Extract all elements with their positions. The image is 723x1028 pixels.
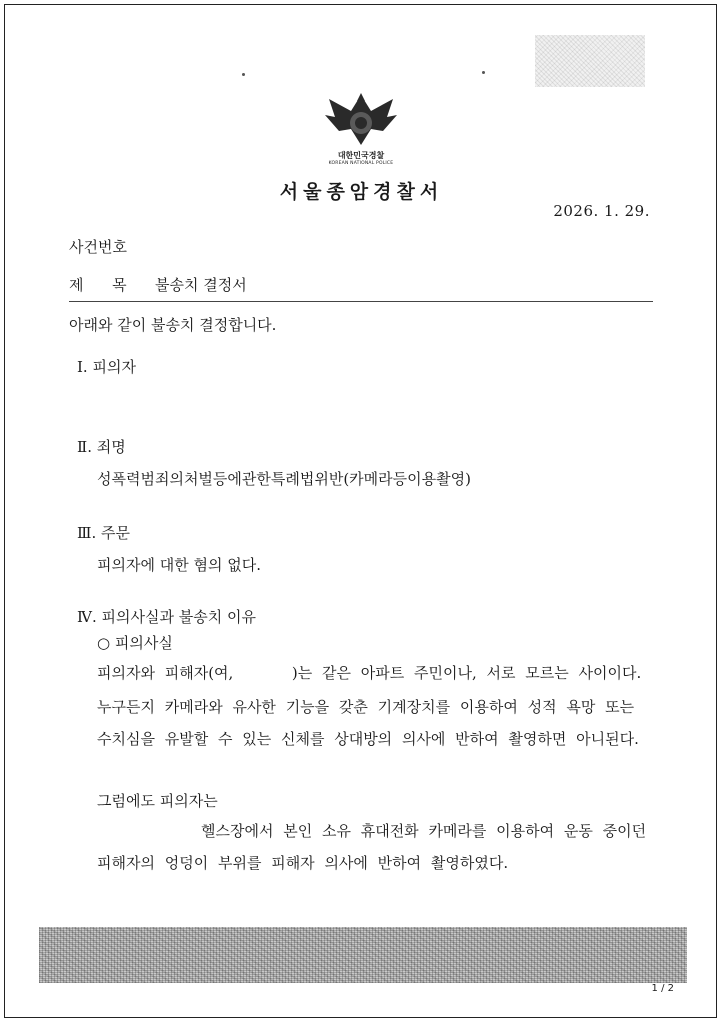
police-emblem	[321, 89, 401, 169]
facts-line: 피해자의 엉덩이 부위를 피해자 의사에 반하여 촬영하였다.	[97, 854, 509, 872]
document-page	[4, 4, 717, 1018]
facts-line: 수치심을 유발할 수 있는 신체를 상대방의 의사에 반하여 촬영하면 아니된다.	[97, 730, 639, 748]
facts-line: 피의자와 피해자(여, )는 같은 아파트 주민이나, 서로 모르는 사이이다.	[97, 664, 642, 682]
facts-line: 그럼에도 피의자는	[97, 792, 218, 810]
punch-dot	[482, 71, 485, 74]
facts-line: 헬스장에서 본인 소유 휴대전화 카메라를 이용하여 운동 중이던	[201, 822, 647, 840]
organization-title: 서울종암경찰서	[279, 181, 444, 203]
section-disposition-text: 피의자에 대한 혐의 없다.	[97, 556, 261, 574]
divider-line	[69, 301, 653, 302]
section-facts-heading: Ⅳ. 피의사실과 불송치 이유	[77, 608, 256, 626]
redacted-block	[39, 927, 687, 983]
intro-text: 아래와 같이 불송치 결정합니다.	[69, 316, 277, 334]
page-number: 1 / 2	[651, 983, 674, 994]
punch-dot	[242, 73, 245, 76]
facts-line: 누구든지 카메라와 유사한 기능을 갖춘 기계장치를 이용하여 성적 욕망 또는	[97, 698, 635, 716]
section-charge-text: 성폭력범죄의처벌등에관한특례법위반(카메라등이용촬영)	[97, 470, 471, 488]
case-number-label: 사건번호	[69, 238, 127, 256]
section-disposition-heading: Ⅲ. 주문	[77, 524, 130, 542]
subject-label: 제 목	[69, 276, 127, 294]
document-date: 2026. 1. 29.	[553, 202, 650, 220]
section-charge-heading: Ⅱ. 죄명	[77, 438, 126, 456]
police-eagle-emblem-icon	[321, 89, 401, 147]
section-suspect-heading: Ⅰ. 피의자	[77, 358, 136, 376]
emblem-name: 대한민국경찰	[337, 151, 385, 160]
section-facts-subheading: ○ 피의사실	[97, 634, 173, 652]
redacted-area	[535, 35, 645, 87]
subject-value: 불송치 결정서	[155, 276, 247, 294]
emblem-name-en: KOREAN NATIONAL POLICE	[328, 161, 394, 166]
